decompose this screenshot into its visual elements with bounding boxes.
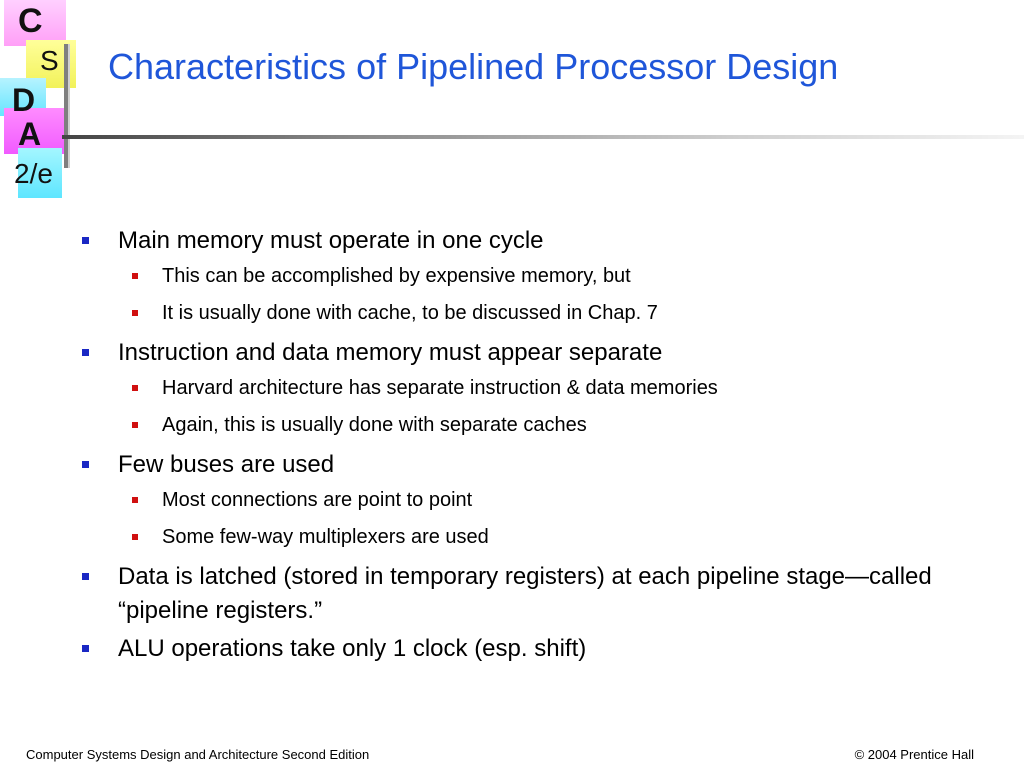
bullet-square-icon xyxy=(82,237,89,244)
csda-logo xyxy=(0,0,80,205)
logo-letter-s: S xyxy=(40,45,59,76)
footer-copyright: © 2004 Prentice Hall xyxy=(854,747,974,762)
logo-divider-highlight xyxy=(68,44,70,168)
bullet-list xyxy=(80,224,960,666)
bullet-item xyxy=(80,448,960,482)
sub-bullet-item xyxy=(80,482,960,519)
sub-bullet-item xyxy=(80,407,960,444)
sub-bullet-item xyxy=(80,519,960,556)
sub-bullet-square-icon xyxy=(132,497,138,503)
slide-title: Characteristics of Pipelined Processor Design xyxy=(108,46,839,87)
sub-bullet-square-icon xyxy=(132,385,138,391)
sub-bullet-item xyxy=(80,258,960,295)
sub-bullet-text: Harvard architecture has separate instruction & data memories xyxy=(162,377,718,399)
sub-bullet-text: It is usually done with cache, to be discussed in Chap. 7 xyxy=(162,302,658,324)
logo-edition: 2/e xyxy=(14,158,53,189)
bullet-text: Instruction and data memory must appear separate xyxy=(118,339,663,366)
bullet-item xyxy=(80,632,960,666)
bullet-square-icon xyxy=(82,645,89,652)
bullet-item xyxy=(80,224,960,258)
bullet-square-icon xyxy=(82,349,89,356)
slide-content xyxy=(80,220,960,666)
bullet-text: Main memory must operate in one cycle xyxy=(118,227,544,254)
bullet-square-icon xyxy=(82,461,89,468)
sub-bullet-text: This can be accomplished by expensive memory, but xyxy=(162,265,631,287)
bullet-item xyxy=(80,336,960,370)
footer-book-title: Computer Systems Design and Architecture Second Edition xyxy=(26,747,370,762)
bullet-text: Data is latched (stored in temporary registers) at each pipeline stage—called “pipeline registers.” xyxy=(118,563,932,624)
sub-bullet-square-icon xyxy=(132,422,138,428)
sub-bullet-text: Again, this is usually done with separate caches xyxy=(162,414,587,436)
logo-letter-a: A xyxy=(18,116,42,152)
sub-bullet-item xyxy=(80,295,960,332)
sub-bullet-square-icon xyxy=(132,273,138,279)
bullet-square-icon xyxy=(82,573,89,580)
logo-letter-c: C xyxy=(18,2,43,40)
sub-bullet-square-icon xyxy=(132,534,138,540)
sub-bullet-item xyxy=(80,370,960,407)
logo-letter-d: D xyxy=(12,82,36,118)
bullet-text: ALU operations take only 1 clock (esp. shift) xyxy=(118,635,587,662)
title-rule xyxy=(62,135,1024,139)
sub-bullet-text: Some few-way multiplexers are used xyxy=(162,526,489,548)
bullet-item xyxy=(80,560,960,628)
sub-bullet-square-icon xyxy=(132,310,138,316)
bullet-text: Few buses are used xyxy=(118,451,335,478)
sub-bullet-text: Most connections are point to point xyxy=(162,489,473,511)
